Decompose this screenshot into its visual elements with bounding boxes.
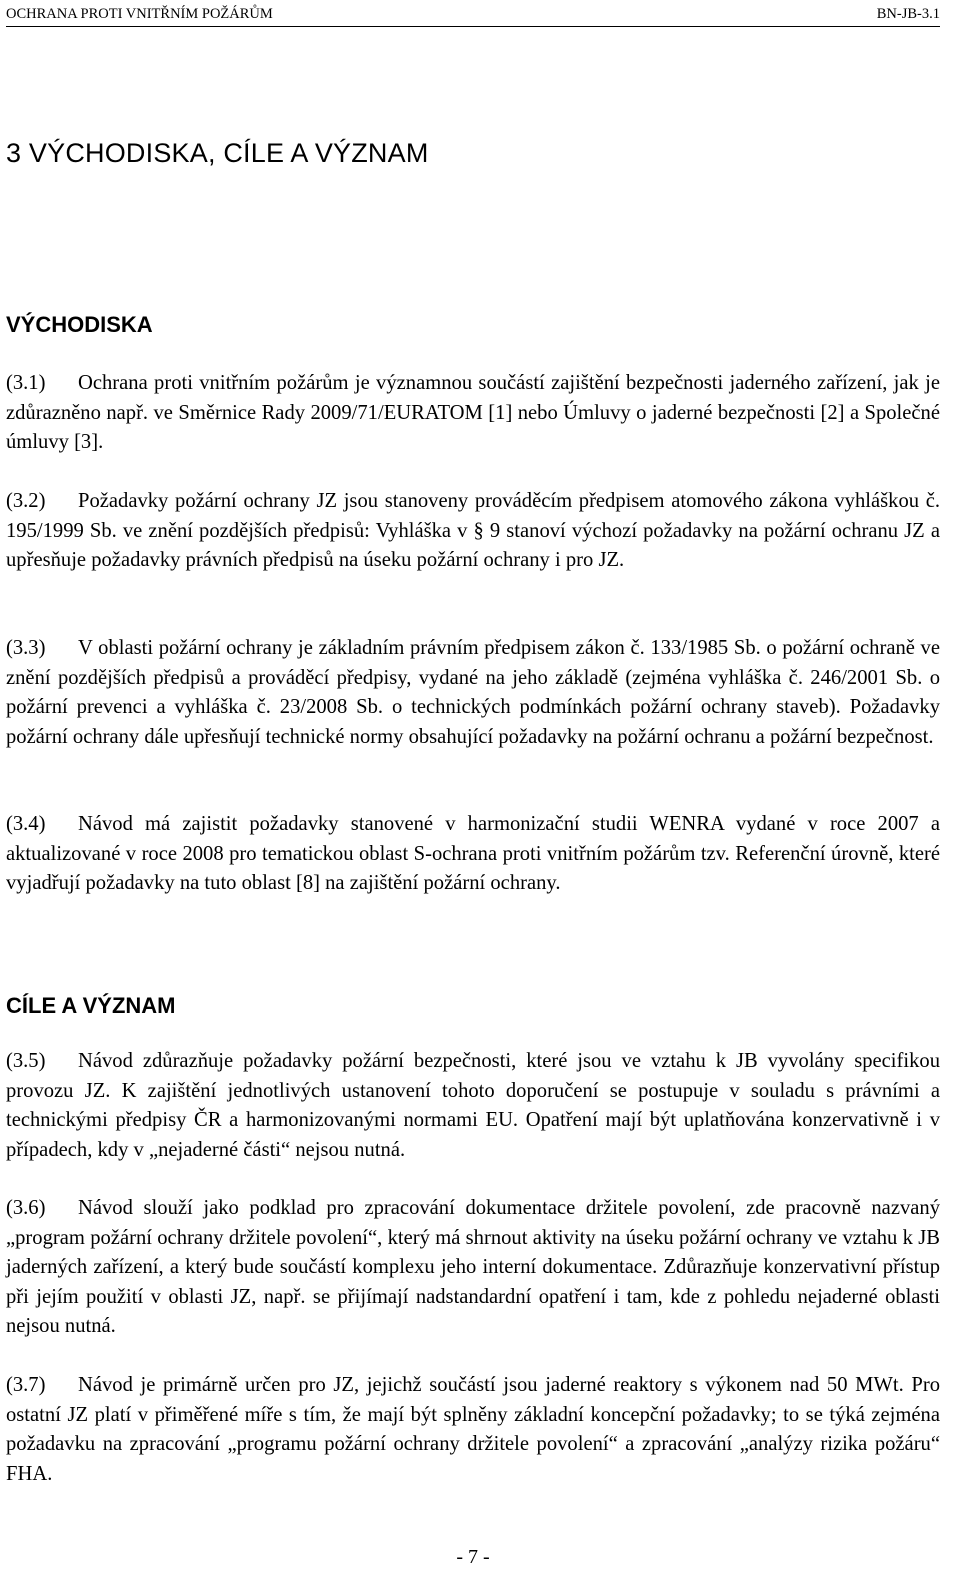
section-heading-vychodiska: VÝCHODISKA (6, 312, 153, 337)
paragraph-number: (3.4) (6, 813, 46, 835)
paragraph-text: Návod má zajistit požadavky stanovené v harmonizační studii WENRA vydané v roce 2007 a aktualizované v roce 2008 pro tematickou oblast S-ochrana proti vnitřním požárům tzv. Referenční úrovně, které vyjadřují požadavky na tuto oblast [8] na zajištění požární ochrany. (6, 813, 940, 894)
paragraph-text: V oblasti požární ochrany je základním právním předpisem zákon č. 133/1985 Sb. o požární ochraně ve znění pozdějších předpisů a prováděcí předpisy, vydané na jeho základě (zejména vyhláška č. 246/2001 Sb. o požární prevenci a vyhláška č. 23/2008 Sb. o technických podmínkách požární ochrany staveb). Požadavky požární ochrany dále upřesňují technické normy obsahující požadavky na požární ochranu a požární bezpečnost. (6, 637, 940, 748)
paragraph-3-1 (6, 369, 940, 458)
paragraph-text: Návod je primárně určen pro JZ, jejichž součástí jsou jaderné reaktory s výkonem nad 50 MWt. Pro ostatní JZ platí v přiměřené míře s tím, že mají být splněny základní koncepční požadavky; to se týká zejména požadavku na zpracování „programu požární ochrany držitele povolení“ a zpracování „analýzy rizika požáru“ FHA. (6, 1374, 940, 1485)
paragraph-3-3 (6, 634, 940, 752)
paragraph-number: (3.5) (6, 1050, 46, 1072)
page-header (6, 4, 940, 27)
paragraph-text: Návod zdůrazňuje požadavky požární bezpečnosti, které jsou ve vztahu k JB vyvolány specifikou provozu JZ. K zajištění jednotlivých ustanovení tohoto doporučení se postupuje v souladu s právními a technickými předpisy ČR a harmonizovanými normami EU. Opatření mají být uplatňována konzervativně i v případech, kdy v „nejaderné části“ nejsou nutná. (6, 1050, 940, 1161)
paragraph-text: Požadavky požární ochrany JZ jsou stanoveny prováděcím předpisem atomového zákona vyhláškou č. 195/1999 Sb. ve znění pozdějších předpisů: Vyhláška v § 9 stanoví výchozí požadavky na požární ochranu JZ a upřesňuje požadavky právních předpisů na úseku požární ochrany i pro JZ. (6, 490, 940, 571)
paragraph-text: Ochrana proti vnitřním požárům je významnou součástí zajištění bezpečnosti jaderného zařízení, jak je zdůrazněno např. ve Směrnice Rady 2009/71/EURATOM [1] nebo Úmluvy o jaderné bezpečnosti [2] a Společné úmluvy [3]. (6, 372, 940, 453)
chapter-title: 3 VÝCHODISKA, CÍLE A VÝZNAM (6, 138, 429, 168)
paragraph-number: (3.1) (6, 372, 46, 394)
header-title: OCHRANA PROTI VNITŘNÍM POŽÁRŮM (6, 6, 273, 22)
paragraph-3-6 (6, 1194, 940, 1342)
paragraph-3-5 (6, 1047, 940, 1165)
paragraph-number: (3.2) (6, 490, 46, 512)
paragraph-number: (3.3) (6, 637, 46, 659)
paragraph-3-2 (6, 487, 940, 576)
paragraph-3-4 (6, 810, 940, 899)
header-doc-code: BN-JB-3.1 (876, 6, 940, 22)
paragraph-3-7 (6, 1371, 940, 1489)
page-number: - 7 - (456, 1546, 490, 1568)
section-heading-cile-a-vyznam: CÍLE A VÝZNAM (6, 993, 176, 1018)
paragraph-number: (3.6) (6, 1197, 46, 1219)
paragraph-text: Návod slouží jako podklad pro zpracování dokumentace držitele povolení, zde pracovně nazvaný „program požární ochrany držitele povolení“, který má shrnout aktivity na úseku požární ochrany ve vztahu k JB jaderných zařízení, a který bude součástí komplexu jeho interní dokumentace. Zdůrazňuje konzervativní přístup při jejím použití v oblasti JZ, např. se přijímají nadstandardní opatření i tam, kde z pohledu nejaderné oblasti nejsou nutná. (6, 1197, 940, 1337)
paragraph-number: (3.7) (6, 1374, 46, 1396)
document-page (6, 0, 940, 1593)
